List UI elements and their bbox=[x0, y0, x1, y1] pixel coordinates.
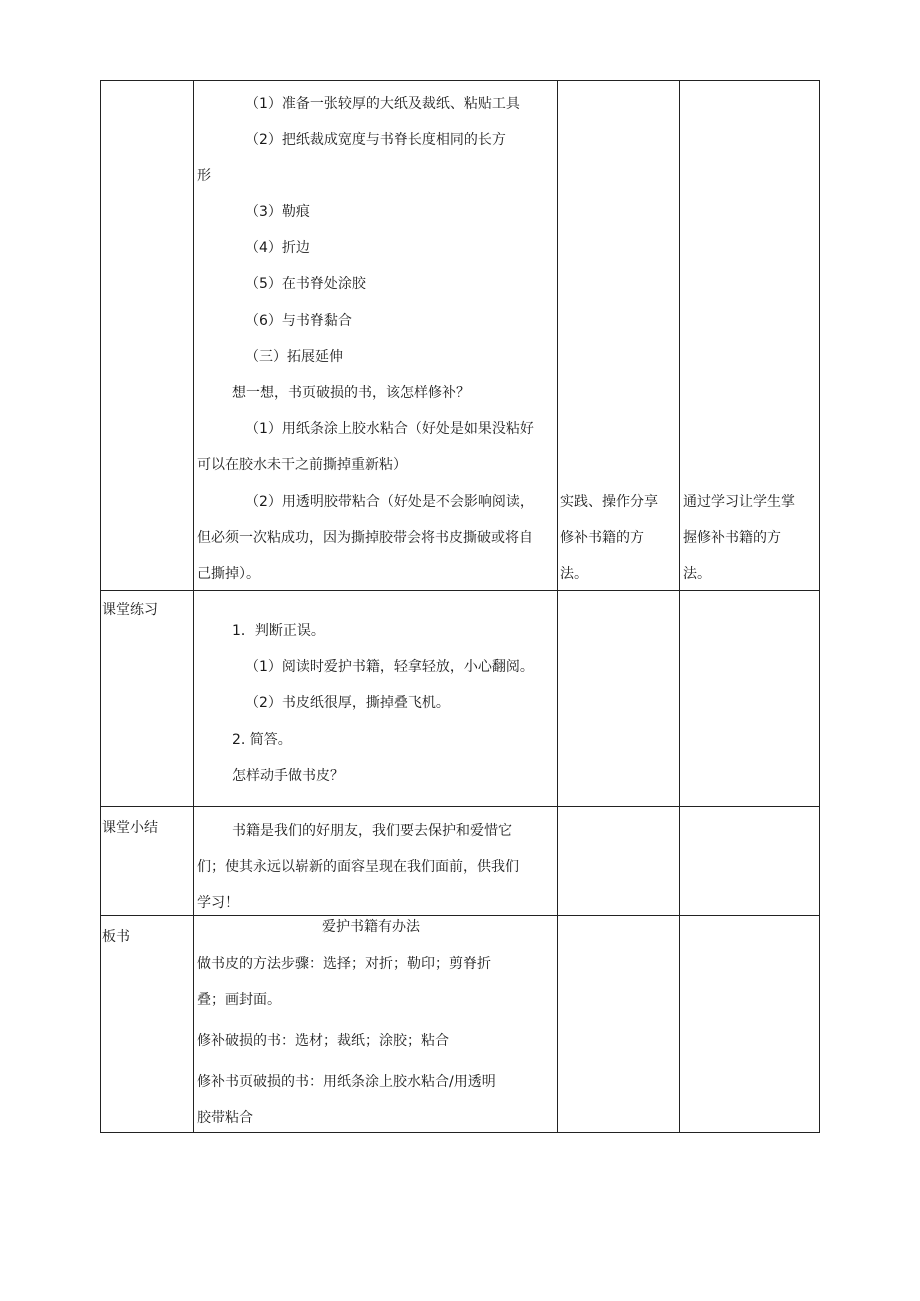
practice-line: 1．判断正误。 bbox=[232, 623, 325, 639]
summary-line: 书籍是我们的好朋友，我们要去保护和爱惜它 bbox=[232, 823, 512, 839]
student-activity-line: 实践、操作分享 bbox=[560, 494, 658, 510]
practice-line: （1）阅读时爱护书籍，轻拿轻放，小心翻阅。 bbox=[245, 659, 534, 675]
content-line: （4）折边 bbox=[245, 240, 310, 256]
table-border-bottom bbox=[100, 1132, 820, 1133]
content-line: （3）勒痕 bbox=[245, 204, 310, 220]
design-intent-line: 法。 bbox=[683, 566, 711, 582]
board-line: 胶带粘合 bbox=[197, 1110, 253, 1126]
content-line: （三）拓展延伸 bbox=[245, 349, 343, 365]
design-intent-line: 握修补书籍的方 bbox=[683, 530, 781, 546]
row-divider bbox=[100, 915, 820, 916]
practice-line: 2. 简答。 bbox=[232, 732, 292, 748]
content-line: 想一想，书页破损的书，该怎样修补？ bbox=[232, 385, 470, 401]
column-divider bbox=[557, 80, 558, 1133]
row-divider bbox=[100, 590, 820, 591]
summary-line: 们；使其永远以崭新的面容呈现在我们面前，供我们 bbox=[197, 859, 519, 875]
column-divider bbox=[679, 80, 680, 1133]
content-line: （6）与书脊黏合 bbox=[245, 313, 352, 329]
board-label: 板书 bbox=[102, 929, 130, 945]
content-line: 可以在胶水未干之前撕掉重新粘） bbox=[197, 457, 407, 473]
content-line: （2）把纸裁成宽度与书脊长度相同的长方 bbox=[245, 132, 506, 148]
table-border-right bbox=[819, 80, 820, 1133]
content-line: （1）准备一张较厚的大纸及裁纸、粘贴工具 bbox=[245, 96, 520, 112]
content-line: （5）在书脊处涂胶 bbox=[245, 276, 366, 292]
board-line: 修补破损的书：选材；裁纸；涂胶；粘合 bbox=[197, 1033, 449, 1049]
column-divider bbox=[193, 80, 194, 1133]
practice-line: 怎样动手做书皮？ bbox=[232, 768, 344, 784]
board-line: 修补书页破损的书：用纸条涂上胶水粘合/用透明 bbox=[197, 1074, 496, 1090]
design-intent-line: 通过学习让学生掌 bbox=[683, 494, 795, 510]
practice-label: 课堂练习 bbox=[102, 602, 158, 618]
practice-line: （2）书皮纸很厚，撕掉叠飞机。 bbox=[245, 695, 450, 711]
board-line: 叠；画封面。 bbox=[197, 992, 281, 1008]
student-activity-line: 法。 bbox=[560, 566, 588, 582]
student-activity-line: 修补书籍的方 bbox=[560, 530, 644, 546]
table-border-left bbox=[100, 80, 101, 1133]
row-divider bbox=[100, 806, 820, 807]
content-line: 己撕掉）。 bbox=[197, 566, 260, 582]
summary-label: 课堂小结 bbox=[102, 820, 158, 836]
content-line: （1）用纸条涂上胶水粘合（好处是如果没粘好 bbox=[245, 421, 534, 437]
board-line: 做书皮的方法步骤：选择；对折；勒印；剪脊折 bbox=[197, 956, 491, 972]
summary-line: 学习！ bbox=[197, 895, 239, 911]
table-border-top bbox=[100, 80, 820, 81]
board-title: 爱护书籍有办法 bbox=[322, 919, 420, 935]
content-line: 形 bbox=[197, 168, 211, 184]
content-line: （2）用透明胶带粘合（好处是不会影响阅读， bbox=[245, 494, 534, 510]
content-line: 但必须一次粘成功，因为撕掉胶带会将书皮撕破或将自 bbox=[197, 530, 533, 546]
